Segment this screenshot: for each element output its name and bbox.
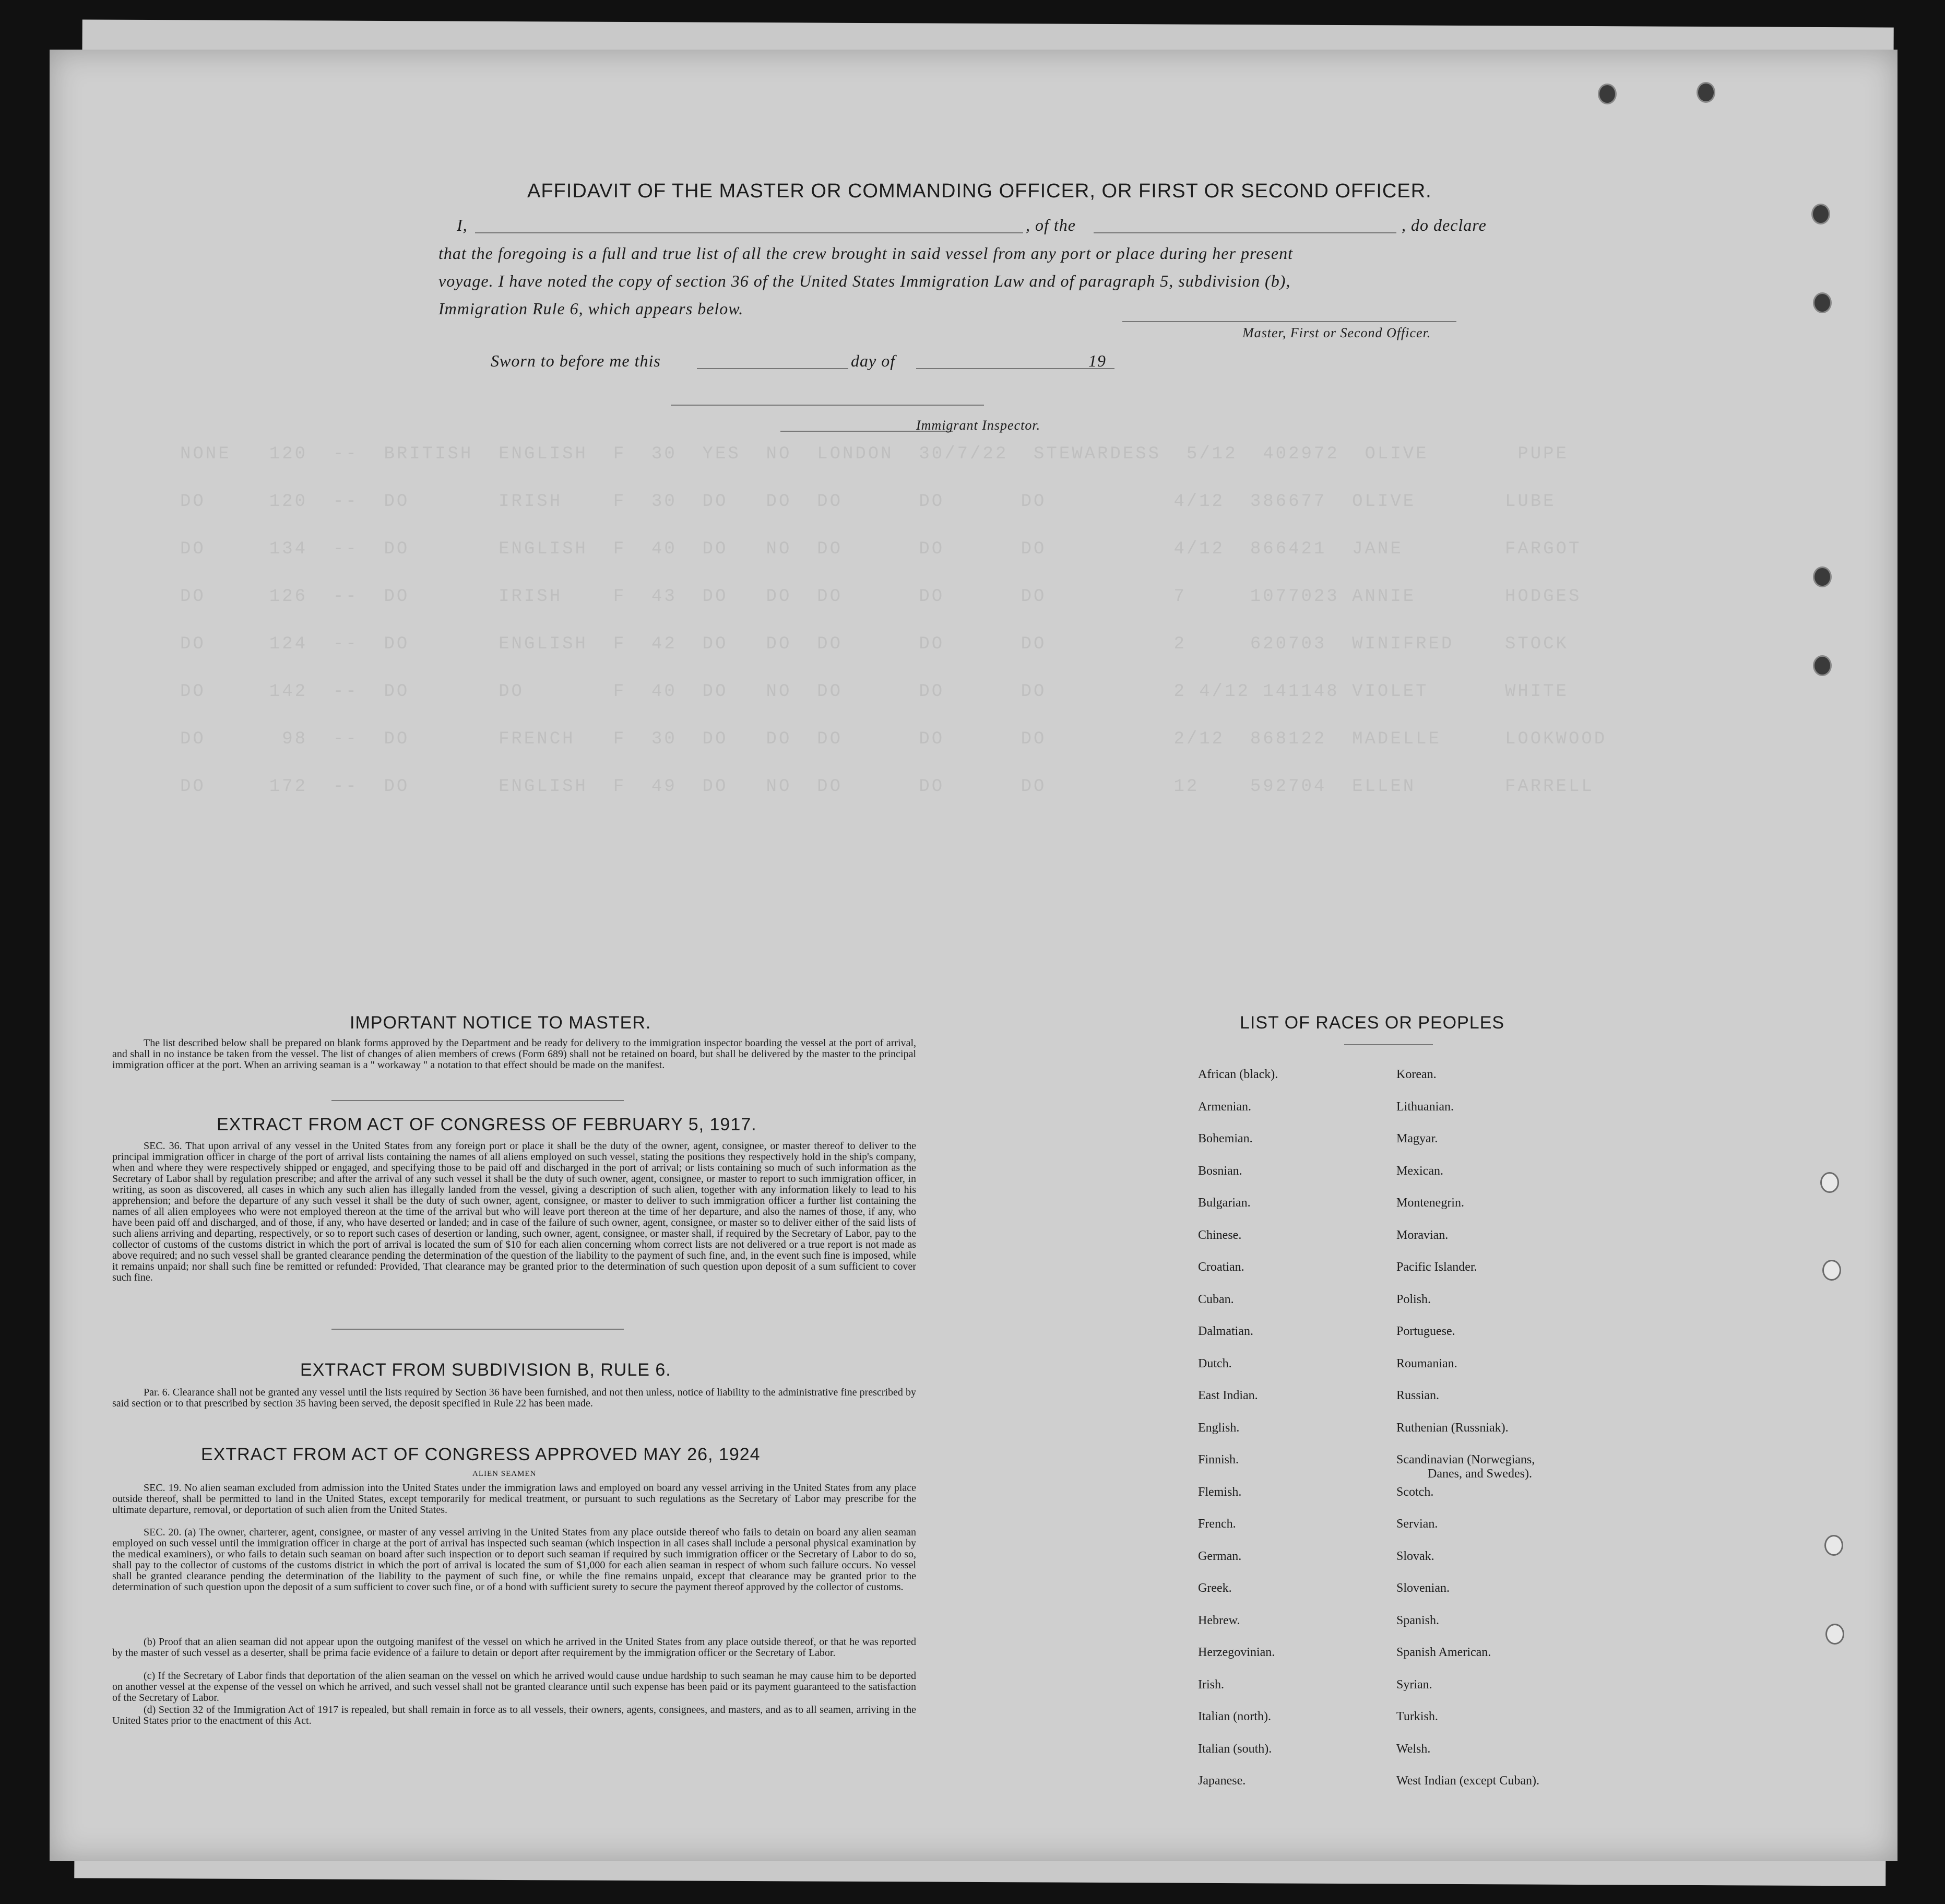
- race-left: African (black).: [1198, 1068, 1278, 1081]
- race-right: Turkish.: [1396, 1710, 1438, 1723]
- race-right: Spanish.: [1396, 1614, 1440, 1627]
- race-right: Montenegrin.: [1396, 1196, 1464, 1210]
- signature-line: [1122, 321, 1456, 322]
- inspector-label: Immigrant Inspector.: [916, 418, 1041, 433]
- race-left: Finnish.: [1198, 1453, 1239, 1467]
- extract-1924-sec20d: (d) Section 32 of the Immigration Act of 1917 is repealed, but shall remain in force as to all vessels, their owners, agents, consignees, and masters, and as to all seamen, arriving in the United States prior to the enactment of this Act.: [112, 1704, 916, 1726]
- race-left: Cuban.: [1198, 1293, 1234, 1306]
- race-right: Slovak.: [1396, 1550, 1434, 1563]
- punch-hole: [1811, 204, 1830, 224]
- race-left: Dalmatian.: [1198, 1324, 1253, 1338]
- race-left: Armenian.: [1198, 1100, 1251, 1114]
- affidavit-title: AFFIDAVIT OF THE MASTER OR COMMANDING OFFICER, OR FIRST OR SECOND OFFICER.: [527, 180, 1432, 202]
- vessel-blank: [1094, 232, 1396, 233]
- punch-hole: [1813, 655, 1832, 676]
- race-left: English.: [1198, 1421, 1240, 1435]
- month-blank: [916, 368, 1114, 369]
- race-left: East Indian.: [1198, 1389, 1258, 1402]
- extract-1924-title: EXTRACT FROM ACT OF CONGRESS APPROVED MAY 26, 1924: [201, 1445, 761, 1464]
- race-left: Dutch.: [1198, 1357, 1232, 1370]
- divider: [331, 1329, 624, 1330]
- race-right: Mexican.: [1396, 1164, 1443, 1178]
- declare-i: I,: [457, 216, 468, 234]
- sworn-label: Sworn to before me this: [491, 351, 661, 370]
- race-left: Croatian.: [1198, 1260, 1244, 1274]
- race-left: Greek.: [1198, 1581, 1232, 1595]
- year-label: 19: [1088, 351, 1106, 370]
- race-left: Italian (north).: [1198, 1710, 1271, 1723]
- punch-hole: [1697, 82, 1715, 103]
- race-right: Moravian.: [1396, 1228, 1449, 1242]
- name-blank: [475, 232, 1023, 233]
- race-left: French.: [1198, 1517, 1236, 1531]
- race-right: Roumanian.: [1396, 1357, 1457, 1370]
- punch-hole: [1825, 1624, 1844, 1645]
- race-left: Flemish.: [1198, 1485, 1242, 1499]
- punch-hole: [1813, 292, 1832, 313]
- race-right: Scandinavian (Norwegians,: [1396, 1453, 1535, 1467]
- document-page: [50, 50, 1897, 1861]
- extract-1924-sec20c: (c) If the Secretary of Labor finds that deportation of the alien seaman on the vessel on which he arrived would cause undue hardship to such seaman he may cause him to be deported on another vessel at the expense of the vessel on which he arrived, and such vessel shall not be granted clearance until such expense has been paid or its payment guaranteed to the satisfaction of the Secretary of Labor.: [112, 1670, 916, 1704]
- rule6-body: Par. 6. Clearance shall not be granted any vessel until the lists required by Section 36 have been furnished, and not then unless, notice of liability to the administrative fine prescribed by said section or to that prescribed by section 35 having been served, the deposit specified in Rule 22 has been made.: [112, 1387, 916, 1409]
- race-right: Syrian.: [1396, 1678, 1432, 1692]
- race-left: Bulgarian.: [1198, 1196, 1251, 1210]
- extract-1924-sec20b: (b) Proof that an alien seaman did not appear upon the outgoing manifest of the vessel on which he arrived in the United States from any place outside thereof, or that he was reported by the master of such vessel as a deserter, shall be prima facie evidence of a failure to detain or deport after requirement by the immigration officer or the Secretary of Labor.: [112, 1636, 916, 1659]
- races-title: LIST OF RACES OR PEOPLES: [1240, 1013, 1505, 1033]
- race-left: Irish.: [1198, 1678, 1224, 1692]
- punch-hole: [1820, 1172, 1839, 1193]
- day-of-label: day of: [851, 351, 896, 370]
- race-right: West Indian (except Cuban).: [1396, 1774, 1539, 1788]
- race-right: Servian.: [1396, 1517, 1438, 1531]
- race-right: Welsh.: [1396, 1742, 1431, 1756]
- affidavit-line2: voyage. I have noted the copy of section 36 of the United States Immigration Law and of paragraph 5, subdivision (b),: [438, 271, 1291, 290]
- race-right: Slovenian.: [1396, 1581, 1450, 1595]
- punch-hole: [1813, 566, 1832, 587]
- race-right: Ruthenian (Russniak).: [1396, 1421, 1509, 1435]
- day-blank: [697, 368, 848, 369]
- race-left: Italian (south).: [1198, 1742, 1272, 1756]
- divider: [331, 1100, 624, 1101]
- race-right: Portuguese.: [1396, 1324, 1455, 1338]
- punch-hole: [1822, 1260, 1841, 1281]
- declare-do: , do declare: [1402, 216, 1487, 234]
- notice-title: IMPORTANT NOTICE TO MASTER.: [350, 1013, 651, 1033]
- notice-body: The list described below shall be prepared on blank forms approved by the Department and be ready for delivery to the immigration inspector boarding the vessel at the port of arrival, and shall in no instance be taken from the vessel. The list of changes of alien members of crews (Form 689) shall not be retained on board, but shall be delivered by the master to the principal immigration officer at the port. When an arriving seaman is a " workaway " a notation to that effect should be made on the manifest.: [112, 1037, 916, 1071]
- punch-hole: [1598, 84, 1617, 104]
- extract-1924-sec20a: SEC. 20. (a) The owner, charterer, agent, consignee, or master of any vessel arriving in the United States from any place outside thereof who fails to detain on board any alien seaman employed on such vessel until the immigration officer in charge at the port of arrival has inspected such seaman (which inspection in all cases shall include a personal physical examination by the medical examiners), or who fails to detain such seaman on board after such inspection or to deport such seaman if required by such immigration officer or the Secretary of Labor to do so, shall pay to the collector of customs of the customs district in which the port of arrival is located the sum of $1,000 for each alien seaman in respect of whom such failure occurs. No vessel shall be granted clearance pending the determination of the liability to the payment of such fine, or while the fine remains unpaid, except that clearance may be granted prior to the determination of such question upon the deposit of a sum sufficient to cover such fine, or of a bond with sufficient surety to secure the payment thereof approved by the collector of customs.: [112, 1527, 916, 1593]
- affidavit-line3: Immigration Rule 6, which appears below.: [438, 299, 744, 318]
- race-left: Chinese.: [1198, 1228, 1242, 1242]
- affidavit-line1: that the foregoing is a full and true list of all the crew brought in said vessel from any port or place during her present: [438, 244, 1293, 263]
- bleed-through-text: NONE 120 -- BRITISH ENGLISH F 30 YES NO LONDON 30/7/22 STEWARDESS 5/12 402972 OLIVE PUPE DO 120 -- DO IRISH F 30 DO DO DO DO DO 4/12 386677 OLIVE LUBE DO 134 -- DO ENGLISH F 40 DO NO DO DO DO 4/12 866421 JANE FARGOT DO 126 -- DO IRISH F 43 DO DO DO DO DO 7 1077023 ANNIE HODGES DO 124 -- DO ENGLISH F 42 DO DO DO DO DO 2 620703 WINIFRED STOCK DO 142 -- DO DO F 40 DO NO DO DO DO 2 4/12 141148 VIOLET WHITE DO 98 -- DO FRENCH F 30 DO DO DO DO DO 2/12 868122 MADELLE LOOKWOOD DO 172 -- DO ENGLISH F 49 DO NO DO DO DO 12 592704 ELLEN FARRELL: [180, 444, 1607, 797]
- race-left: Japanese.: [1198, 1774, 1246, 1788]
- race-right: Scotch.: [1396, 1485, 1434, 1499]
- extract-1924-subtitle: ALIEN SEAMEN: [472, 1470, 537, 1478]
- race-right: Polish.: [1396, 1293, 1431, 1306]
- punch-hole: [1824, 1535, 1843, 1556]
- extract-1924-sec19: SEC. 19. No alien seaman excluded from admission into the United States under the immigration laws and employed on board any vessel arriving in the United States from any place outside thereof, shall be permitted to land in the United States, except temporarily for medical treatment, or pursuant to such regulations as the Secretary of Labor may prescribe for the ultimate departure, removal, or deportation of such alien from the United States.: [112, 1482, 916, 1516]
- race-right: Korean.: [1396, 1068, 1437, 1081]
- race-left: Bohemian.: [1198, 1132, 1253, 1145]
- race-right: Magyar.: [1396, 1132, 1438, 1145]
- master-label: Master, First or Second Officer.: [1242, 325, 1431, 340]
- race-right: Pacific Islander.: [1396, 1260, 1477, 1274]
- race-left: Hebrew.: [1198, 1614, 1240, 1627]
- race-left: Herzegovinian.: [1198, 1646, 1275, 1659]
- rule6-title: EXTRACT FROM SUBDIVISION B, RULE 6.: [300, 1360, 671, 1380]
- race-right: Russian.: [1396, 1389, 1440, 1402]
- race-right-continuation: Danes, and Swedes).: [1428, 1467, 1532, 1481]
- inspector-signature-line: [671, 405, 984, 406]
- declare-of-the: , of the: [1026, 216, 1076, 234]
- race-left: Bosnian.: [1198, 1164, 1242, 1178]
- divider: [1344, 1044, 1433, 1045]
- extract-1917-title: EXTRACT FROM ACT OF CONGRESS OF FEBRUARY 5, 1917.: [217, 1115, 757, 1134]
- race-right: Lithuanian.: [1396, 1100, 1454, 1114]
- race-left: German.: [1198, 1550, 1242, 1563]
- race-right: Spanish American.: [1396, 1646, 1491, 1659]
- extract-1917-body: SEC. 36. That upon arrival of any vessel in the United States from any foreign port or place it shall be the duty of the owner, agent, consignee, or master thereof to deliver to the principal immigration officer in charge of the port of arrival lists containing the names of all aliens employed on such vessel, stating the positions they respectively hold in the ship's company, when and where they were respectively shipped or engaged, and specifying those to be paid off and discharged in the port of arrival; or lists containing so much of such information as the Secretary of Labor shall by regulation prescribe; and after the arrival of any such vessel it shall be the duty of such owner, agent, consignee, or master to report to such immigration officer, in writing, as soon as discovered, all cases in which any such alien has illegally landed from the vessel, giving a description of such alien, together with any information likely to lead to his apprehension; and before the departure of any such vessel it shall be the duty of such owner, agent, consignee, or master to deliver to such immigration officer a further list containing the names of all alien employees who were not employed thereon at the time of the arrival but who will leave port thereon at the time of her departure, and also the names of those, if any, who have been paid off and discharged, and of those, if any, who have deserted or landed; and in case of the failure of such owner, agent, consignee, or master so to deliver either of the said lists of such aliens arriving and departing, respectively, or so to report such cases of desertion or landing, such owner, agent, consignee, or master shall, if required by the Secretary of Labor, pay to the collector of customs of the customs district in which the port of arrival is located the sum of $10 for each alien concerning whom correct lists are not delivered or a true report is not made as above required; and no such vessel shall be granted clearance pending the determination of the question of the liability to the payment of such fine, and, in the event such fine is imposed, while it remains unpaid; nor shall such fine be remitted or refunded: Provided, That clearance may be granted prior to the determination of such question upon deposit of a sum sufficient to cover such fine.: [112, 1140, 916, 1283]
